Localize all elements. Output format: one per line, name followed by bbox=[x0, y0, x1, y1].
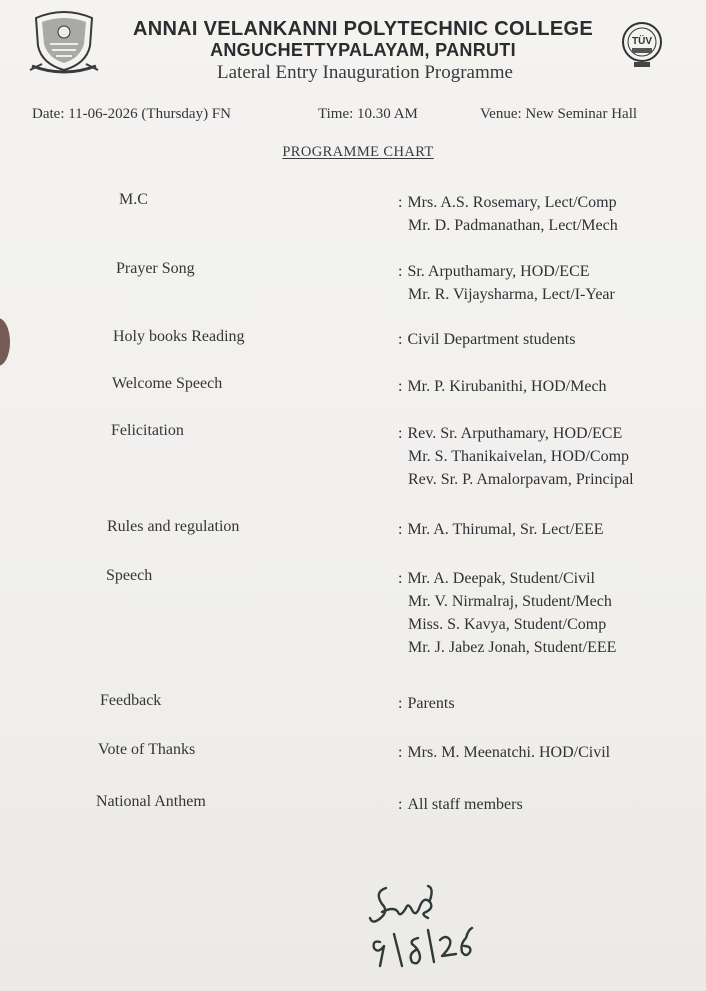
programme-item-label: Prayer Song bbox=[116, 260, 195, 277]
programme-item-label: Speech bbox=[106, 567, 153, 584]
person-text: Parents bbox=[407, 695, 455, 712]
person-text: Civil Department students bbox=[407, 331, 576, 348]
college-location: ANGUCHETTYPALAYAM, PANRUTI bbox=[210, 40, 516, 60]
programme-item-person bbox=[398, 422, 634, 445]
programme-item-label: Rules and regulation bbox=[107, 518, 240, 535]
person-text: Mr. R. Vijaysharma, Lect/I-Year bbox=[408, 286, 615, 303]
colon-separator: : bbox=[398, 331, 403, 348]
programme-item-values bbox=[398, 692, 455, 715]
programme-item-person bbox=[398, 328, 575, 351]
person-text: Mr. D. Padmanathan, Lect/Mech bbox=[408, 217, 618, 234]
colon-separator: : bbox=[398, 695, 403, 712]
person-text: Mrs. A.S. Rosemary, Lect/Comp bbox=[407, 194, 617, 211]
programme-item-values bbox=[398, 191, 618, 237]
colon-separator: : bbox=[398, 570, 403, 587]
person-text: Mr. A. Deepak, Student/Civil bbox=[407, 570, 595, 587]
programme-item-person bbox=[398, 741, 610, 764]
programme-item-label: National Anthem bbox=[96, 793, 206, 810]
college-name: ANNAI VELANKANNI POLYTECHNIC COLLEGE bbox=[132, 18, 594, 40]
colon-separator: : bbox=[398, 796, 403, 813]
programme-chart-title: PROGRAMME CHART bbox=[282, 144, 434, 160]
programme-item-person bbox=[398, 692, 455, 715]
page-edge-shadow bbox=[0, 318, 10, 366]
programme-item-person bbox=[398, 518, 604, 541]
programme-item-label: M.C bbox=[119, 191, 148, 208]
person-text: Miss. S. Kavya, Student/Comp bbox=[408, 616, 607, 633]
event-venue: Venue: New Seminar Hall bbox=[480, 106, 638, 122]
programme-item-label: Vote of Thanks bbox=[98, 741, 196, 758]
event-title: Lateral Entry Inauguration Programme bbox=[217, 62, 513, 83]
programme-item-values bbox=[398, 567, 616, 659]
programme-item-values bbox=[398, 422, 634, 491]
programme-item-label: Feedback bbox=[100, 692, 162, 709]
colon-separator: : bbox=[398, 744, 403, 761]
person-text: Mr. S. Thanikaivelan, HOD/Comp bbox=[408, 448, 630, 465]
person-text: Rev. Sr. Arputhamary, HOD/ECE bbox=[407, 425, 623, 442]
programme-item-person bbox=[398, 375, 607, 398]
programme-item-person bbox=[398, 445, 634, 468]
programme-item-values bbox=[398, 260, 615, 306]
programme-item-person bbox=[398, 636, 616, 659]
person-text: Mr. P. Kirubanithi, HOD/Mech bbox=[407, 378, 607, 395]
colon-separator: : bbox=[398, 194, 403, 211]
event-date: Date: 11-06-2026 (Thursday) FN bbox=[32, 106, 231, 122]
colon-separator: : bbox=[398, 263, 403, 280]
programme-item-label: Holy books Reading bbox=[113, 328, 245, 345]
programme-item-person bbox=[398, 468, 634, 491]
programme-item-values bbox=[398, 518, 604, 541]
colon-separator: : bbox=[398, 378, 403, 395]
programme-item-person bbox=[398, 283, 615, 306]
programme-item-person bbox=[398, 191, 618, 214]
tuv-logo-text: TÜV bbox=[632, 36, 652, 47]
programme-item-values bbox=[398, 741, 610, 764]
programme-item-person bbox=[398, 214, 618, 237]
programme-item-values bbox=[398, 793, 523, 816]
person-text: Mr. A. Thirumal, Sr. Lect/EEE bbox=[407, 521, 604, 538]
person-text: Mr. J. Jabez Jonah, Student/EEE bbox=[408, 639, 617, 656]
person-text: Mr. V. Nirmalraj, Student/Mech bbox=[408, 593, 612, 610]
colon-separator: : bbox=[398, 425, 403, 442]
colon-separator: : bbox=[398, 521, 403, 538]
event-time: Time: 10.30 AM bbox=[318, 106, 418, 122]
programme-item-label: Felicitation bbox=[111, 422, 184, 439]
person-text: Rev. Sr. P. Amalorpavam, Principal bbox=[408, 471, 634, 488]
programme-item-label: Welcome Speech bbox=[112, 375, 223, 392]
programme-item-person bbox=[398, 613, 616, 636]
programme-item-values bbox=[398, 375, 607, 398]
handwritten-signature bbox=[368, 878, 478, 972]
programme-item-values bbox=[398, 328, 575, 351]
person-text: Mrs. M. Meenatchi. HOD/Civil bbox=[407, 744, 611, 761]
person-text: Sr. Arputhamary, HOD/ECE bbox=[407, 263, 590, 280]
programme-item-person bbox=[398, 260, 615, 283]
programme-item-person bbox=[398, 567, 616, 590]
programme-item-person bbox=[398, 590, 616, 613]
programme-item-person bbox=[398, 793, 523, 816]
person-text: All staff members bbox=[407, 796, 523, 813]
